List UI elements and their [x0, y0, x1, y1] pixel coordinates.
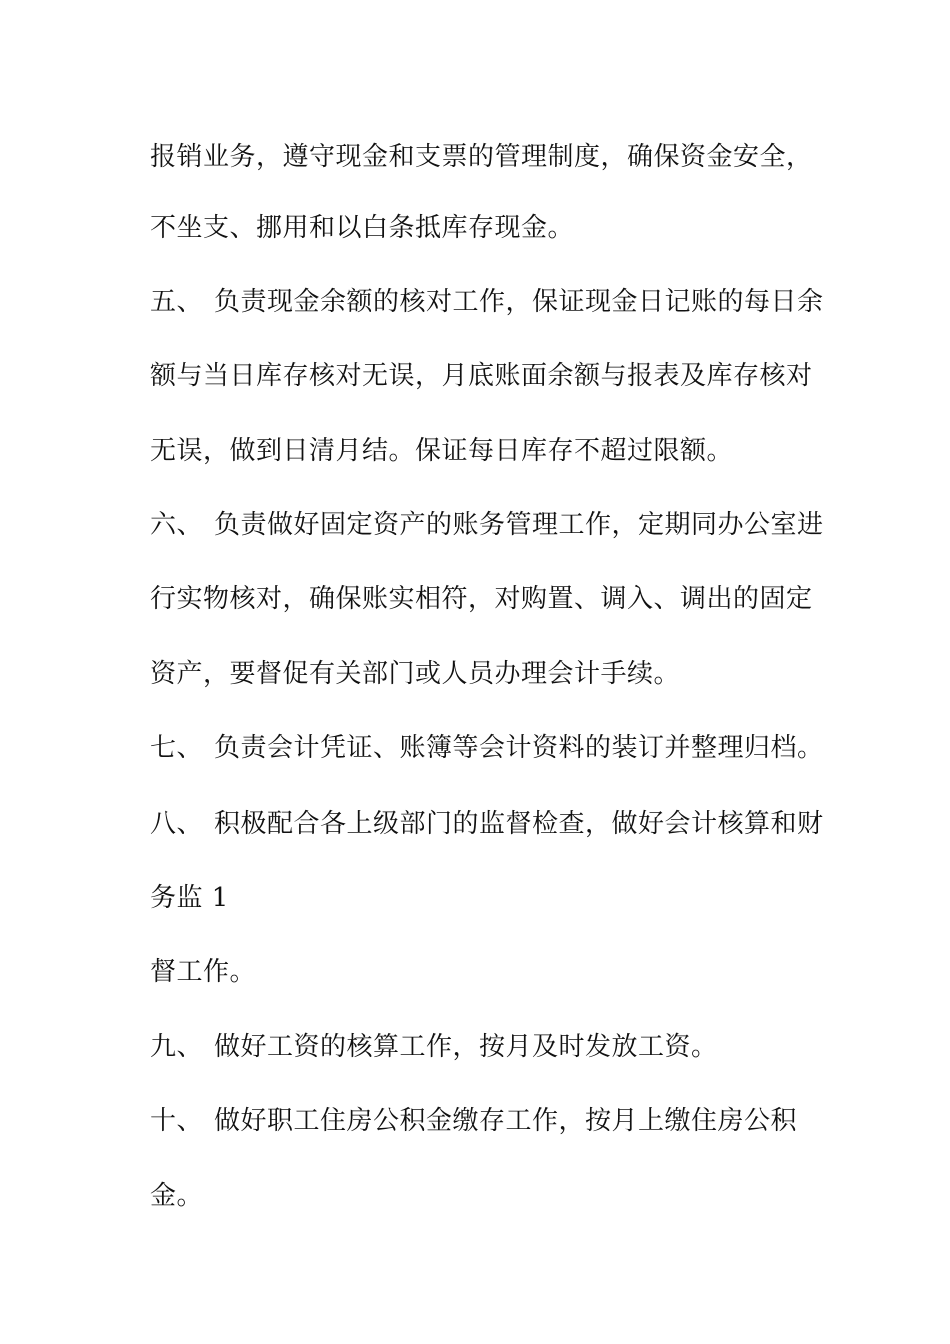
- item-number: 七、: [150, 733, 204, 763]
- text-line: [150, 212, 574, 244]
- item-number: 八、: [150, 809, 204, 839]
- line-text: 负责现金余额的核对工作，保证现金日记账的每日余: [214, 287, 824, 317]
- item-number: 六、: [150, 510, 204, 540]
- text-line: [150, 360, 813, 392]
- item-number: 五、: [150, 287, 204, 317]
- line-text: 金。: [150, 1181, 204, 1211]
- line-text: 报销业务，遵守现金和支票的管理制度，确保资金安全，: [150, 142, 813, 172]
- text-line: [150, 1180, 203, 1212]
- line-text: 负责会计凭证、账簿等会计资料的装订并整理归档。: [214, 733, 824, 763]
- line-text: 资产，要督促有关部门或人员办理会计手续。: [150, 659, 681, 689]
- text-line: [150, 882, 229, 914]
- numbered-item-nine: [150, 1031, 718, 1063]
- item-number: 十、: [150, 1106, 204, 1136]
- line-text: 务监 1: [150, 883, 229, 913]
- line-text: 做好职工住房公积金缴存工作，按月上缴住房公积: [214, 1106, 798, 1136]
- numbered-item-eight: [150, 808, 824, 840]
- text-line: [150, 956, 256, 988]
- line-text: 做好工资的核算工作，按月及时发放工资。: [214, 1032, 718, 1062]
- line-text: 督工作。: [150, 957, 257, 987]
- line-text: 不坐支、挪用和以白条抵库存现金。: [150, 213, 575, 243]
- line-text: 额与当日库存核对无误，月底账面余额与报表及库存核对: [150, 361, 813, 391]
- line-text: 负责做好固定资产的账务管理工作，定期同办公室进: [214, 510, 824, 540]
- text-line: [150, 435, 733, 467]
- text-line: [150, 583, 813, 615]
- numbered-item-five: [150, 286, 824, 318]
- numbered-item-six: [150, 509, 824, 541]
- text-line: [150, 141, 813, 173]
- line-text: 积极配合各上级部门的监督检查，做好会计核算和财: [214, 809, 824, 839]
- numbered-item-ten: [150, 1105, 797, 1137]
- line-text: 行实物核对，确保账实相符，对购置、调入、调出的固定: [150, 584, 813, 614]
- line-text: 无误，做到日清月结。保证每日库存不超过限额。: [150, 436, 734, 466]
- text-line: [150, 658, 680, 690]
- item-number: 九、: [150, 1032, 204, 1062]
- numbered-item-seven: [150, 732, 824, 764]
